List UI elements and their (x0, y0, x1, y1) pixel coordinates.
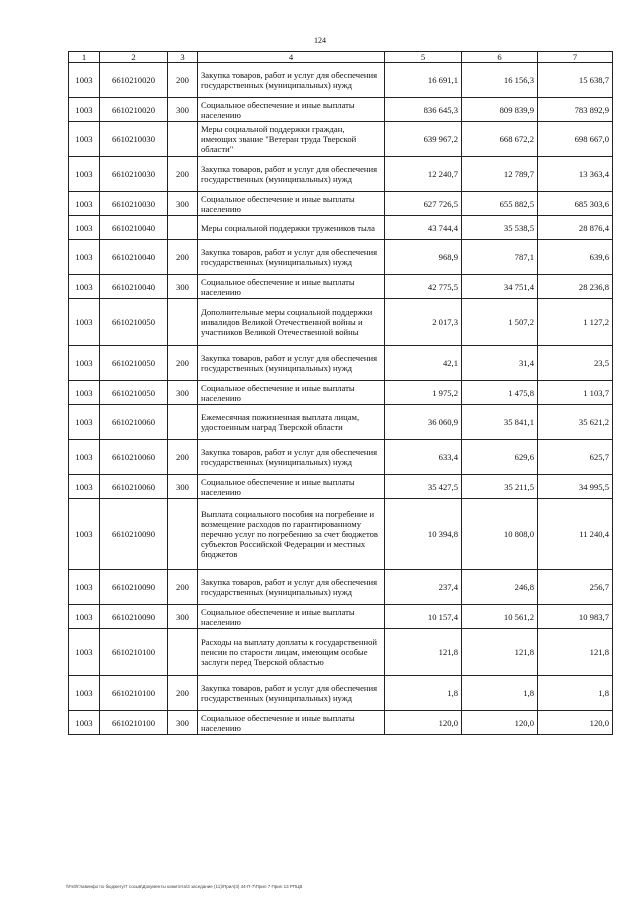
value-col7-cell: 13 363,4 (538, 157, 613, 192)
section-code-cell: 1003 (69, 605, 100, 629)
value-col7-cell: 256,7 (538, 570, 613, 605)
value-col7-cell: 35 621,2 (538, 405, 613, 440)
expense-kind-cell (168, 629, 198, 676)
item-name-cell: Закупка товаров, работ и услуг для обеспечения государственных (муниципальных) нужд (198, 346, 385, 381)
table-row (69, 122, 613, 157)
item-name-cell: Социальное обеспечение и иные выплаты населению (198, 475, 385, 499)
item-name-cell: Закупка товаров, работ и услуг для обеспечения государственных (муниципальных) нужд (198, 676, 385, 711)
target-code-cell: 6610210040 (100, 216, 168, 240)
section-code-cell: 1003 (69, 216, 100, 240)
value-col5-cell: 42 775,5 (385, 275, 462, 299)
expense-kind-cell: 300 (168, 711, 198, 735)
value-col5-cell: 2 017,3 (385, 299, 462, 346)
expense-kind-cell: 300 (168, 381, 198, 405)
value-col7-cell: 28 876,4 (538, 216, 613, 240)
expense-kind-cell: 200 (168, 157, 198, 192)
expense-kind-cell: 200 (168, 676, 198, 711)
value-col7-cell: 1,8 (538, 676, 613, 711)
value-col7-cell: 625,7 (538, 440, 613, 475)
value-col6-cell: 655 882,5 (462, 192, 538, 216)
value-col6-cell: 246,8 (462, 570, 538, 605)
table-row (69, 676, 613, 711)
target-code-cell: 6610210040 (100, 275, 168, 299)
item-name-cell: Меры социальной поддержки тружеников тыла (198, 216, 385, 240)
value-col7-cell: 685 303,6 (538, 192, 613, 216)
target-code-cell: 6610210050 (100, 381, 168, 405)
section-code-cell: 1003 (69, 499, 100, 570)
value-col6-cell: 121,8 (462, 629, 538, 676)
table-row (69, 216, 613, 240)
value-col6-cell: 120,0 (462, 711, 538, 735)
column-header: 4 (198, 52, 385, 63)
table-row (69, 440, 613, 475)
expense-kind-cell: 200 (168, 240, 198, 275)
target-code-cell: 6610210100 (100, 711, 168, 735)
item-name-cell: Дополнительные меры социальной поддержки инвалидов Великой Отечественной войны и участников Великой Отечественной войны (198, 299, 385, 346)
value-col6-cell: 12 789,7 (462, 157, 538, 192)
section-code-cell: 1003 (69, 346, 100, 381)
target-code-cell: 6610210060 (100, 475, 168, 499)
value-col7-cell: 120,0 (538, 711, 613, 735)
item-name-cell: Социальное обеспечение и иные выплаты населению (198, 98, 385, 122)
target-code-cell: 6610210030 (100, 122, 168, 157)
item-name-cell: Выплата социального пособия на погребение и возмещение расходов по гарантированному перечню услуг по погребению за счет бюджетов субъектов Российской Федерации и местных бюджетов (198, 499, 385, 570)
value-col5-cell: 35 427,5 (385, 475, 462, 499)
column-header: 1 (69, 52, 100, 63)
target-code-cell: 6610210030 (100, 192, 168, 216)
column-header: 2 (100, 52, 168, 63)
expense-kind-cell: 200 (168, 63, 198, 98)
item-name-cell: Социальное обеспечение и иные выплаты населению (198, 711, 385, 735)
item-name-cell: Закупка товаров, работ и услуг для обеспечения государственных (муниципальных) нужд (198, 157, 385, 192)
header-row (69, 52, 613, 63)
expense-kind-cell: 300 (168, 98, 198, 122)
value-col5-cell: 1,8 (385, 676, 462, 711)
target-code-cell: 6610210040 (100, 240, 168, 275)
value-col5-cell: 12 240,7 (385, 157, 462, 192)
expense-kind-cell (168, 216, 198, 240)
table-row (69, 98, 613, 122)
item-name-cell: Социальное обеспечение и иные выплаты населению (198, 275, 385, 299)
section-code-cell: 1003 (69, 63, 100, 98)
target-code-cell: 6610210060 (100, 405, 168, 440)
table-row (69, 63, 613, 98)
section-code-cell: 1003 (69, 440, 100, 475)
budget-table (68, 51, 613, 735)
table-row (69, 192, 613, 216)
section-code-cell: 1003 (69, 570, 100, 605)
value-col5-cell: 968,9 (385, 240, 462, 275)
expense-kind-cell (168, 122, 198, 157)
column-header: 3 (168, 52, 198, 63)
section-code-cell: 1003 (69, 299, 100, 346)
value-col6-cell: 10 808,0 (462, 499, 538, 570)
value-col5-cell: 1 975,2 (385, 381, 462, 405)
section-code-cell: 1003 (69, 629, 100, 676)
value-col7-cell: 11 240,4 (538, 499, 613, 570)
expense-kind-cell: 300 (168, 275, 198, 299)
section-code-cell: 1003 (69, 98, 100, 122)
section-code-cell: 1003 (69, 405, 100, 440)
value-col5-cell: 10 157,4 (385, 605, 462, 629)
target-code-cell: 6610210020 (100, 63, 168, 98)
value-col5-cell: 121,8 (385, 629, 462, 676)
item-name-cell: Закупка товаров, работ и услуг для обеспечения государственных (муниципальных) нужд (198, 63, 385, 98)
item-name-cell: Закупка товаров, работ и услуг для обеспечения государственных (муниципальных) нужд (198, 440, 385, 475)
section-code-cell: 1003 (69, 711, 100, 735)
value-col5-cell: 836 645,3 (385, 98, 462, 122)
expense-kind-cell: 200 (168, 440, 198, 475)
table-row (69, 605, 613, 629)
value-col5-cell: 639 967,2 (385, 122, 462, 157)
column-header: 7 (538, 52, 613, 63)
expense-kind-cell (168, 299, 198, 346)
item-name-cell: Социальное обеспечение и иные выплаты населению (198, 605, 385, 629)
target-code-cell: 6610210090 (100, 605, 168, 629)
table-row (69, 299, 613, 346)
value-col5-cell: 237,4 (385, 570, 462, 605)
value-col5-cell: 43 744,4 (385, 216, 462, 240)
column-header: 6 (462, 52, 538, 63)
file-path-footer: \\Fs0\Главинфо по бюджету\7 созыв\Документы комитета\3 заседание (11)\Прил(3) 44-П-7\Прил 7 Прил 13 РПЦВ (66, 884, 303, 889)
expense-kind-cell: 200 (168, 346, 198, 381)
target-code-cell: 6610210090 (100, 499, 168, 570)
value-col6-cell: 1 475,8 (462, 381, 538, 405)
item-name-cell: Ежемесячная пожизненная выплата лицам, удостоенным наград Тверской области (198, 405, 385, 440)
value-col7-cell: 639,6 (538, 240, 613, 275)
value-col6-cell: 35 211,5 (462, 475, 538, 499)
target-code-cell: 6610210100 (100, 676, 168, 711)
item-name-cell: Социальное обеспечение и иные выплаты населению (198, 192, 385, 216)
value-col6-cell: 1,8 (462, 676, 538, 711)
target-code-cell: 6610210020 (100, 98, 168, 122)
section-code-cell: 1003 (69, 157, 100, 192)
table-row (69, 381, 613, 405)
value-col5-cell: 36 060,9 (385, 405, 462, 440)
section-code-cell: 1003 (69, 240, 100, 275)
expense-kind-cell (168, 499, 198, 570)
table-row (69, 240, 613, 275)
value-col5-cell: 633,4 (385, 440, 462, 475)
value-col5-cell: 10 394,8 (385, 499, 462, 570)
value-col7-cell: 1 127,2 (538, 299, 613, 346)
value-col7-cell: 10 983,7 (538, 605, 613, 629)
table-row (69, 711, 613, 735)
value-col6-cell: 787,1 (462, 240, 538, 275)
target-code-cell: 6610210030 (100, 157, 168, 192)
table-row (69, 405, 613, 440)
value-col7-cell: 783 892,9 (538, 98, 613, 122)
value-col6-cell: 34 751,4 (462, 275, 538, 299)
target-code-cell: 6610210050 (100, 299, 168, 346)
value-col6-cell: 668 672,2 (462, 122, 538, 157)
table-row (69, 157, 613, 192)
value-col6-cell: 35 538,5 (462, 216, 538, 240)
value-col7-cell: 698 667,0 (538, 122, 613, 157)
value-col6-cell: 35 841,1 (462, 405, 538, 440)
target-code-cell: 6610210100 (100, 629, 168, 676)
value-col6-cell: 16 156,3 (462, 63, 538, 98)
table-row (69, 275, 613, 299)
expense-kind-cell: 300 (168, 605, 198, 629)
table-row (69, 629, 613, 676)
expense-kind-cell: 300 (168, 192, 198, 216)
value-col5-cell: 120,0 (385, 711, 462, 735)
expense-kind-cell (168, 405, 198, 440)
section-code-cell: 1003 (69, 122, 100, 157)
section-code-cell: 1003 (69, 676, 100, 711)
page-number: 124 (314, 36, 326, 45)
table-row (69, 346, 613, 381)
value-col7-cell: 28 236,8 (538, 275, 613, 299)
value-col5-cell: 42,1 (385, 346, 462, 381)
column-header: 5 (385, 52, 462, 63)
section-code-cell: 1003 (69, 381, 100, 405)
value-col5-cell: 16 691,1 (385, 63, 462, 98)
value-col7-cell: 23,5 (538, 346, 613, 381)
section-code-cell: 1003 (69, 475, 100, 499)
item-name-cell: Социальное обеспечение и иные выплаты населению (198, 381, 385, 405)
section-code-cell: 1003 (69, 275, 100, 299)
target-code-cell: 6610210060 (100, 440, 168, 475)
value-col5-cell: 627 726,5 (385, 192, 462, 216)
expense-kind-cell: 300 (168, 475, 198, 499)
value-col7-cell: 15 638,7 (538, 63, 613, 98)
value-col6-cell: 1 507,2 (462, 299, 538, 346)
item-name-cell: Закупка товаров, работ и услуг для обеспечения государственных (муниципальных) нужд (198, 570, 385, 605)
table-row (69, 475, 613, 499)
section-code-cell: 1003 (69, 192, 100, 216)
item-name-cell: Закупка товаров, работ и услуг для обеспечения государственных (муниципальных) нужд (198, 240, 385, 275)
value-col7-cell: 121,8 (538, 629, 613, 676)
expense-kind-cell: 200 (168, 570, 198, 605)
table-row (69, 499, 613, 570)
value-col6-cell: 10 561,2 (462, 605, 538, 629)
value-col6-cell: 31,4 (462, 346, 538, 381)
value-col6-cell: 629,6 (462, 440, 538, 475)
item-name-cell: Расходы на выплату доплаты к государственной пенсии по старости лицам, имеющим особые заслуги перед Тверской областью (198, 629, 385, 676)
value-col6-cell: 809 839,9 (462, 98, 538, 122)
table-row (69, 570, 613, 605)
item-name-cell: Меры социальной поддержки граждан, имеющих звание "Ветеран труда Тверской области" (198, 122, 385, 157)
value-col7-cell: 1 103,7 (538, 381, 613, 405)
target-code-cell: 6610210090 (100, 570, 168, 605)
target-code-cell: 6610210050 (100, 346, 168, 381)
value-col7-cell: 34 995,5 (538, 475, 613, 499)
